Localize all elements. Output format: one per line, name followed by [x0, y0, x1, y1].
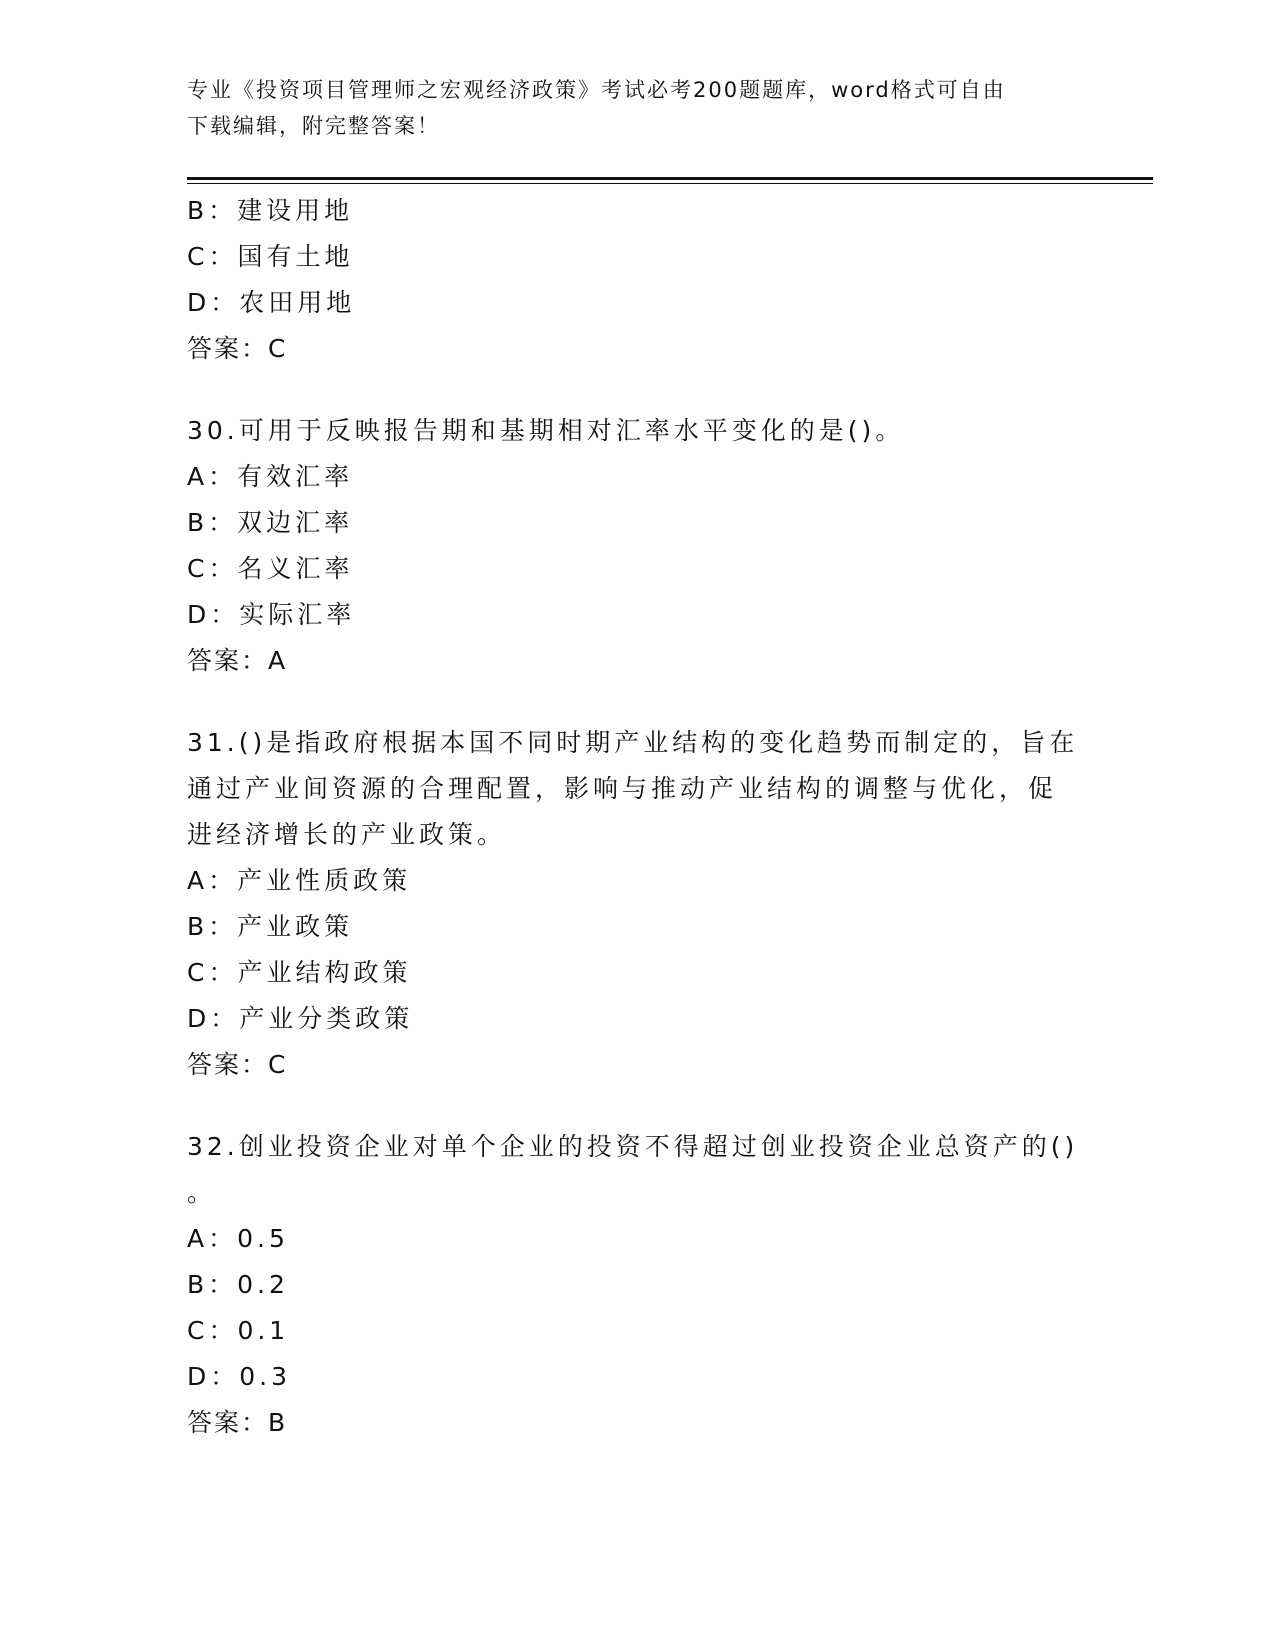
option-d: D：产业分类政策	[187, 1004, 414, 1033]
option-a: A：有效汇率	[187, 462, 354, 491]
answer: 答案：C	[187, 1050, 288, 1079]
header-line-1: 专业《投资项目管理师之宏观经济政策》考试必考200题题库，word格式可自由	[187, 78, 1006, 102]
answer: 答案：C	[187, 334, 288, 363]
spacer	[187, 684, 1087, 720]
option-c: C：0.1	[187, 1316, 290, 1345]
question-text: 30.可用于反映报告期和基期相对汇率水平变化的是()。	[187, 416, 905, 445]
header-divider-thin	[187, 183, 1153, 184]
option-b: B：双边汇率	[187, 508, 354, 537]
answer: 答案：A	[187, 646, 288, 675]
spacer	[187, 372, 1087, 408]
option-a: A：0.5	[187, 1224, 289, 1253]
answer: 答案：B	[187, 1408, 288, 1437]
question-text-line-1: 31.()是指政府根据本国不同时期产业结构的变化趋势而制定的，旨在	[187, 728, 1079, 757]
document-header	[187, 72, 1067, 144]
header-line-2: 下载编辑，附完整答案！	[187, 114, 440, 138]
option-c: C：国有土地	[187, 242, 354, 271]
option-d: D：0.3	[187, 1362, 292, 1391]
option-c: C：名义汇率	[187, 554, 354, 583]
option-a: A：产业性质政策	[187, 866, 412, 895]
header-divider-thick	[187, 177, 1153, 180]
question-30	[187, 408, 1087, 684]
spacer	[187, 1088, 1087, 1124]
question-29-partial	[187, 188, 1087, 372]
option-d: D：农田用地	[187, 288, 356, 317]
question-text-line-1: 32.创业投资企业对单个企业的投资不得超过创业投资企业总资产的()	[187, 1132, 1079, 1161]
option-b: B：0.2	[187, 1270, 289, 1299]
option-b: B：产业政策	[187, 912, 354, 941]
question-list	[187, 188, 1087, 1446]
option-d: D：实际汇率	[187, 600, 356, 629]
question-text-line-2: 。	[187, 1178, 217, 1207]
option-c: C：产业结构政策	[187, 958, 412, 987]
question-32	[187, 1124, 1087, 1446]
option-b: B：建设用地	[187, 196, 354, 225]
question-31	[187, 720, 1087, 1088]
question-text-line-3: 进经济增长的产业政策。	[187, 820, 507, 849]
question-text-line-2: 通过产业间资源的合理配置，影响与推动产业结构的调整与优化，促	[187, 774, 1058, 803]
